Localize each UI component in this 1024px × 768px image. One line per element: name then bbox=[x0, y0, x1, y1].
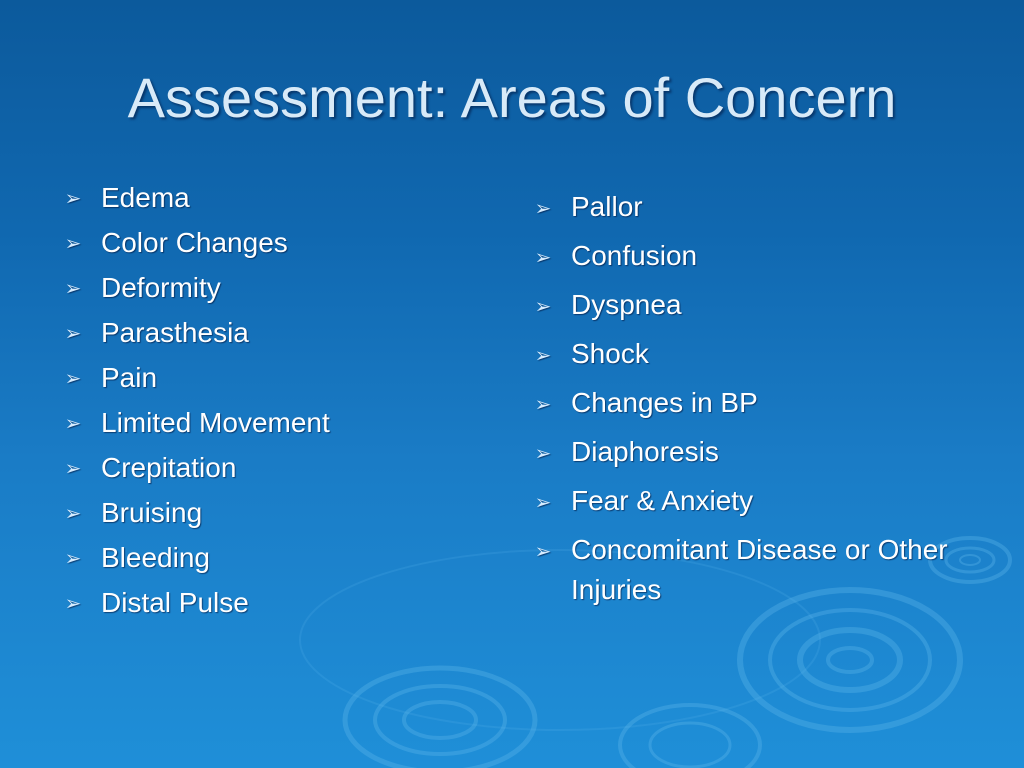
list-item bbox=[62, 362, 482, 394]
arrow-bullet-icon: ➢ bbox=[534, 541, 552, 563]
list-item bbox=[62, 407, 482, 439]
arrow-bullet-icon: ➢ bbox=[64, 368, 82, 390]
list-item-text: Changes in BP bbox=[571, 387, 758, 418]
list-item bbox=[62, 452, 482, 484]
list-item bbox=[62, 272, 482, 304]
arrow-bullet-icon: ➢ bbox=[64, 503, 82, 525]
arrow-bullet-icon: ➢ bbox=[64, 233, 82, 255]
arrow-bullet-icon: ➢ bbox=[534, 394, 552, 416]
arrow-bullet-icon: ➢ bbox=[64, 188, 82, 210]
arrow-bullet-icon: ➢ bbox=[534, 198, 552, 220]
arrow-bullet-icon: ➢ bbox=[534, 443, 552, 465]
list-item-text: Limited Movement bbox=[101, 407, 330, 438]
list-item-text: Edema bbox=[101, 182, 190, 213]
list-item bbox=[62, 227, 482, 259]
arrow-bullet-icon: ➢ bbox=[64, 323, 82, 345]
arrow-bullet-icon: ➢ bbox=[64, 593, 82, 615]
list-item bbox=[532, 285, 972, 325]
list-item bbox=[532, 432, 972, 472]
list-item bbox=[532, 187, 972, 227]
list-item bbox=[62, 317, 482, 349]
list-item-text: Deformity bbox=[101, 272, 221, 303]
list-item-text: Dyspnea bbox=[571, 289, 682, 320]
list-item-text: Parasthesia bbox=[101, 317, 249, 348]
list-item-text: Concomitant Disease or Other Injuries bbox=[571, 534, 948, 605]
arrow-bullet-icon: ➢ bbox=[534, 492, 552, 514]
list-item bbox=[62, 587, 482, 619]
list-item bbox=[62, 497, 482, 529]
left-bullet-list bbox=[62, 182, 482, 632]
list-item-text: Distal Pulse bbox=[101, 587, 249, 618]
arrow-bullet-icon: ➢ bbox=[534, 247, 552, 269]
list-item-text: Diaphoresis bbox=[571, 436, 719, 467]
list-item bbox=[532, 530, 972, 610]
slide-title: Assessment: Areas of Concern bbox=[127, 66, 897, 129]
arrow-bullet-icon: ➢ bbox=[64, 413, 82, 435]
list-item bbox=[532, 334, 972, 374]
list-item-text: Bruising bbox=[101, 497, 203, 528]
list-item bbox=[532, 383, 972, 423]
list-item bbox=[62, 182, 482, 214]
list-item-text: Shock bbox=[571, 338, 649, 369]
right-bullet-list bbox=[532, 187, 972, 619]
list-item bbox=[532, 236, 972, 276]
list-item bbox=[532, 481, 972, 521]
arrow-bullet-icon: ➢ bbox=[64, 548, 82, 570]
list-item-text: Pain bbox=[101, 362, 158, 393]
list-item bbox=[62, 542, 482, 574]
list-item-text: Confusion bbox=[571, 240, 698, 271]
arrow-bullet-icon: ➢ bbox=[534, 296, 552, 318]
list-item-text: Pallor bbox=[571, 191, 643, 222]
arrow-bullet-icon: ➢ bbox=[64, 458, 82, 480]
list-item-text: Bleeding bbox=[101, 542, 210, 573]
arrow-bullet-icon: ➢ bbox=[534, 345, 552, 367]
arrow-bullet-icon: ➢ bbox=[64, 278, 82, 300]
list-item-text: Color Changes bbox=[101, 227, 288, 258]
list-item-text: Fear & Anxiety bbox=[571, 485, 754, 516]
list-item-text: Crepitation bbox=[101, 452, 237, 483]
